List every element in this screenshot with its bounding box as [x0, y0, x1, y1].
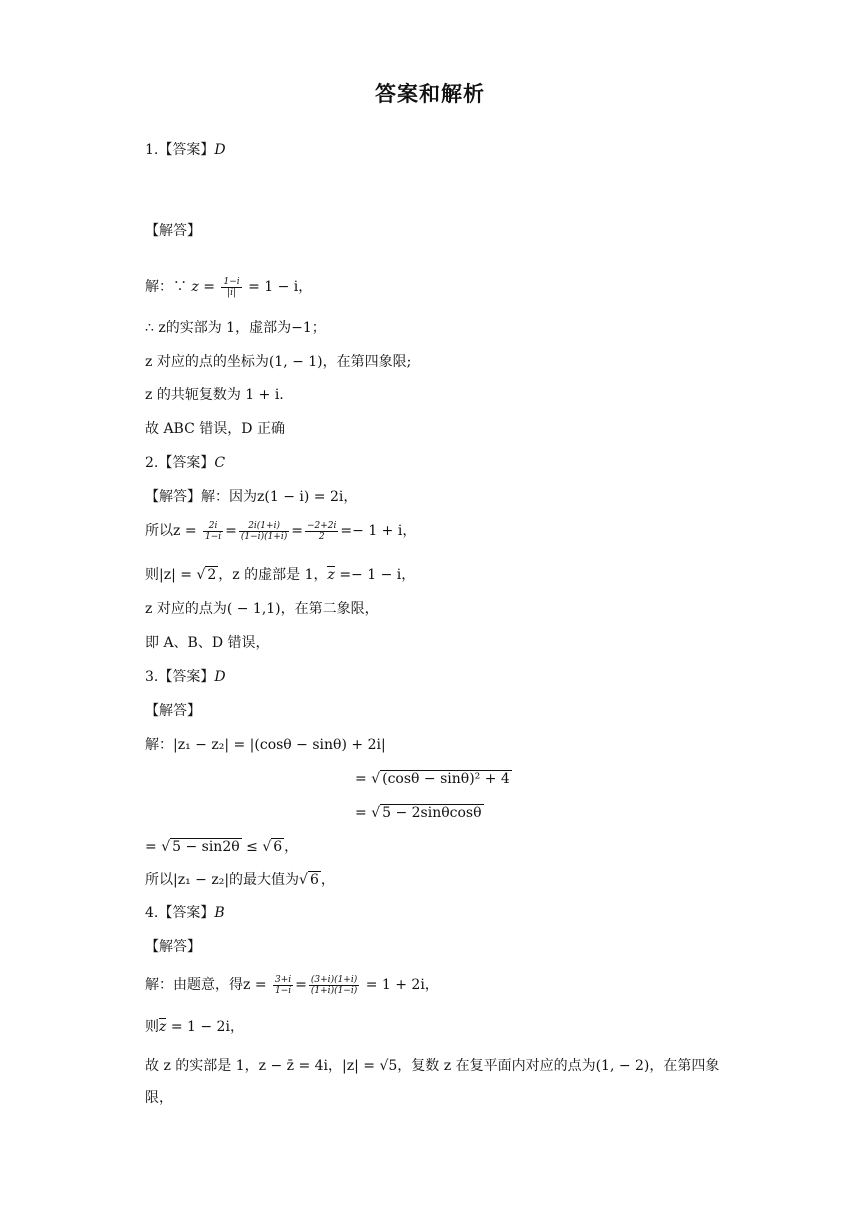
q1-line-3: z 对应的点的坐标为(1, − 1)，在第四象限;: [145, 354, 412, 370]
q4-fraction-2: $\frac{(3+i)(1+i)}{(1+i)(1-i)}$: [310, 974, 358, 996]
q4-answer-prefix: 4.【答案】: [145, 905, 215, 921]
q2-l2-tail: =− 1 + i，: [340, 523, 417, 539]
q3-l3-prefix: =: [355, 805, 372, 821]
q4-l1-prefix: 解：由题意，得z =: [145, 977, 272, 993]
q1-answer: D: [214, 142, 226, 158]
q2-answer-line: [145, 452, 225, 474]
q4-answer: B: [214, 905, 225, 921]
q1-line-1: 解：∵ z = $\frac{1-i}{|i|}$ = 1 − i，: [145, 276, 313, 298]
q3-l2-prefix: =: [355, 771, 372, 787]
q3-sqrt-4: √ 6: [262, 839, 283, 855]
q2-l3-c: =− 1 − i，: [334, 567, 416, 583]
q3-line-4: [145, 836, 298, 858]
q2-answer: C: [214, 455, 226, 471]
q2-sqrt: √ 2: [196, 567, 217, 583]
q1-analysis-label: 【解答】: [145, 223, 201, 239]
q1-answer-prefix: 1.【答案】: [145, 142, 215, 158]
q2-l3-b: ，z 的虚部是 1，: [218, 567, 328, 583]
q3-l5-a: 所以|z₁ − z₂|的最大值为: [145, 872, 300, 888]
q3-analysis-label: 【解答】: [145, 703, 201, 719]
q2-fraction-2: $\frac{2i(1+i)}{(1-i)(1+i)}$: [240, 520, 288, 542]
q1-line-4: z 的共轭复数为 1 + i.: [145, 387, 284, 403]
q3-l4-mid: ≤: [241, 839, 263, 855]
q2-fraction-3: $\frac{-2+2i}{2}$: [306, 520, 337, 542]
q4-line-3: 故 z 的实部是 1，z − z̄ = 4i，|z| = √5，复数 z 在复平面内对应的点为(1, − 2)，在第四象限，: [145, 1058, 720, 1106]
q4-line-1: 解：由题意，得z = $\frac{3+i}{1-i}$ = $\frac{(3+i)(1+i)}{(1+i)(1-i)}$ = 1 + 2i，: [145, 974, 439, 996]
q3-l5-tail: ，: [320, 872, 335, 888]
q2-zbar: z: [327, 567, 335, 583]
q2-line-3: [145, 564, 415, 586]
q1-line-5: 故 ABC 错误，D 正确: [145, 421, 285, 437]
q2-l2-prefix: 所以z =: [145, 523, 202, 539]
q3-sqrt-5: √ 6: [299, 872, 319, 888]
q3-sqrt-1: √ (cosθ − sinθ)² + 4: [371, 771, 510, 787]
q4-l2-b: = 1 − 2i，: [166, 1019, 244, 1035]
q3-answer-prefix: 3.【答案】: [145, 669, 215, 685]
q4-answer-line: [145, 902, 225, 924]
q4-line-2: [145, 1016, 244, 1038]
q2-line-1: 【解答】解：因为z(1 − i) = 2i，: [145, 489, 358, 505]
q3-line-5: [145, 869, 335, 891]
q3-sqrt-2: √ 5 − 2sinθcosθ: [371, 805, 482, 821]
q1-l1-prefix: 解：∵: [145, 279, 192, 295]
q1-l1-tail: = 1 − i，: [243, 279, 313, 295]
q2-line-2: 所以z = $\frac{2i}{1-i}$ = $\frac{2i(1+i)}{(1-i)(1+i)}$ = $\frac{-2+2i}{2}$ =− 1 + i，: [145, 520, 417, 542]
q2-l3-a: 则|z| =: [145, 567, 197, 583]
q4-analysis-label: 【解答】: [145, 939, 201, 955]
q4-l2-a: 则: [145, 1019, 159, 1035]
q3-l4-prefix: =: [145, 839, 162, 855]
q3-line-3: [355, 802, 484, 824]
q1-fraction: $\frac{1-i}{|i|}$: [223, 276, 240, 298]
q4-l1-tail: = 1 + 2i，: [361, 977, 439, 993]
q3-answer-line: [145, 666, 226, 688]
q4-fraction-1: $\frac{3+i}{1-i}$: [275, 974, 292, 996]
q3-answer: D: [214, 669, 226, 685]
q2-line-4: z 对应的点为( − 1,1)，在第二象限，: [145, 601, 379, 617]
q3-sqrt-3: √ 5 − sin2θ: [161, 839, 240, 855]
q2-fraction-1: $\frac{2i}{1-i}$: [205, 520, 222, 542]
q2-answer-prefix: 2.【答案】: [145, 455, 215, 471]
q1-answer-line: [145, 139, 226, 161]
q4-zbar: z: [159, 1019, 167, 1035]
q1-line-2: ∴ z的实部为 1，虚部为−1；: [145, 320, 326, 336]
page-title: 答案和解析: [375, 82, 485, 106]
q3-l4-tail: ，: [284, 839, 299, 855]
q3-line-1: 解：|z₁ − z₂| = |(cosθ − sinθ) + 2i|: [145, 737, 386, 753]
q2-line-5: 即 A、B、D 错误，: [145, 635, 270, 651]
q3-line-2: [355, 768, 512, 790]
